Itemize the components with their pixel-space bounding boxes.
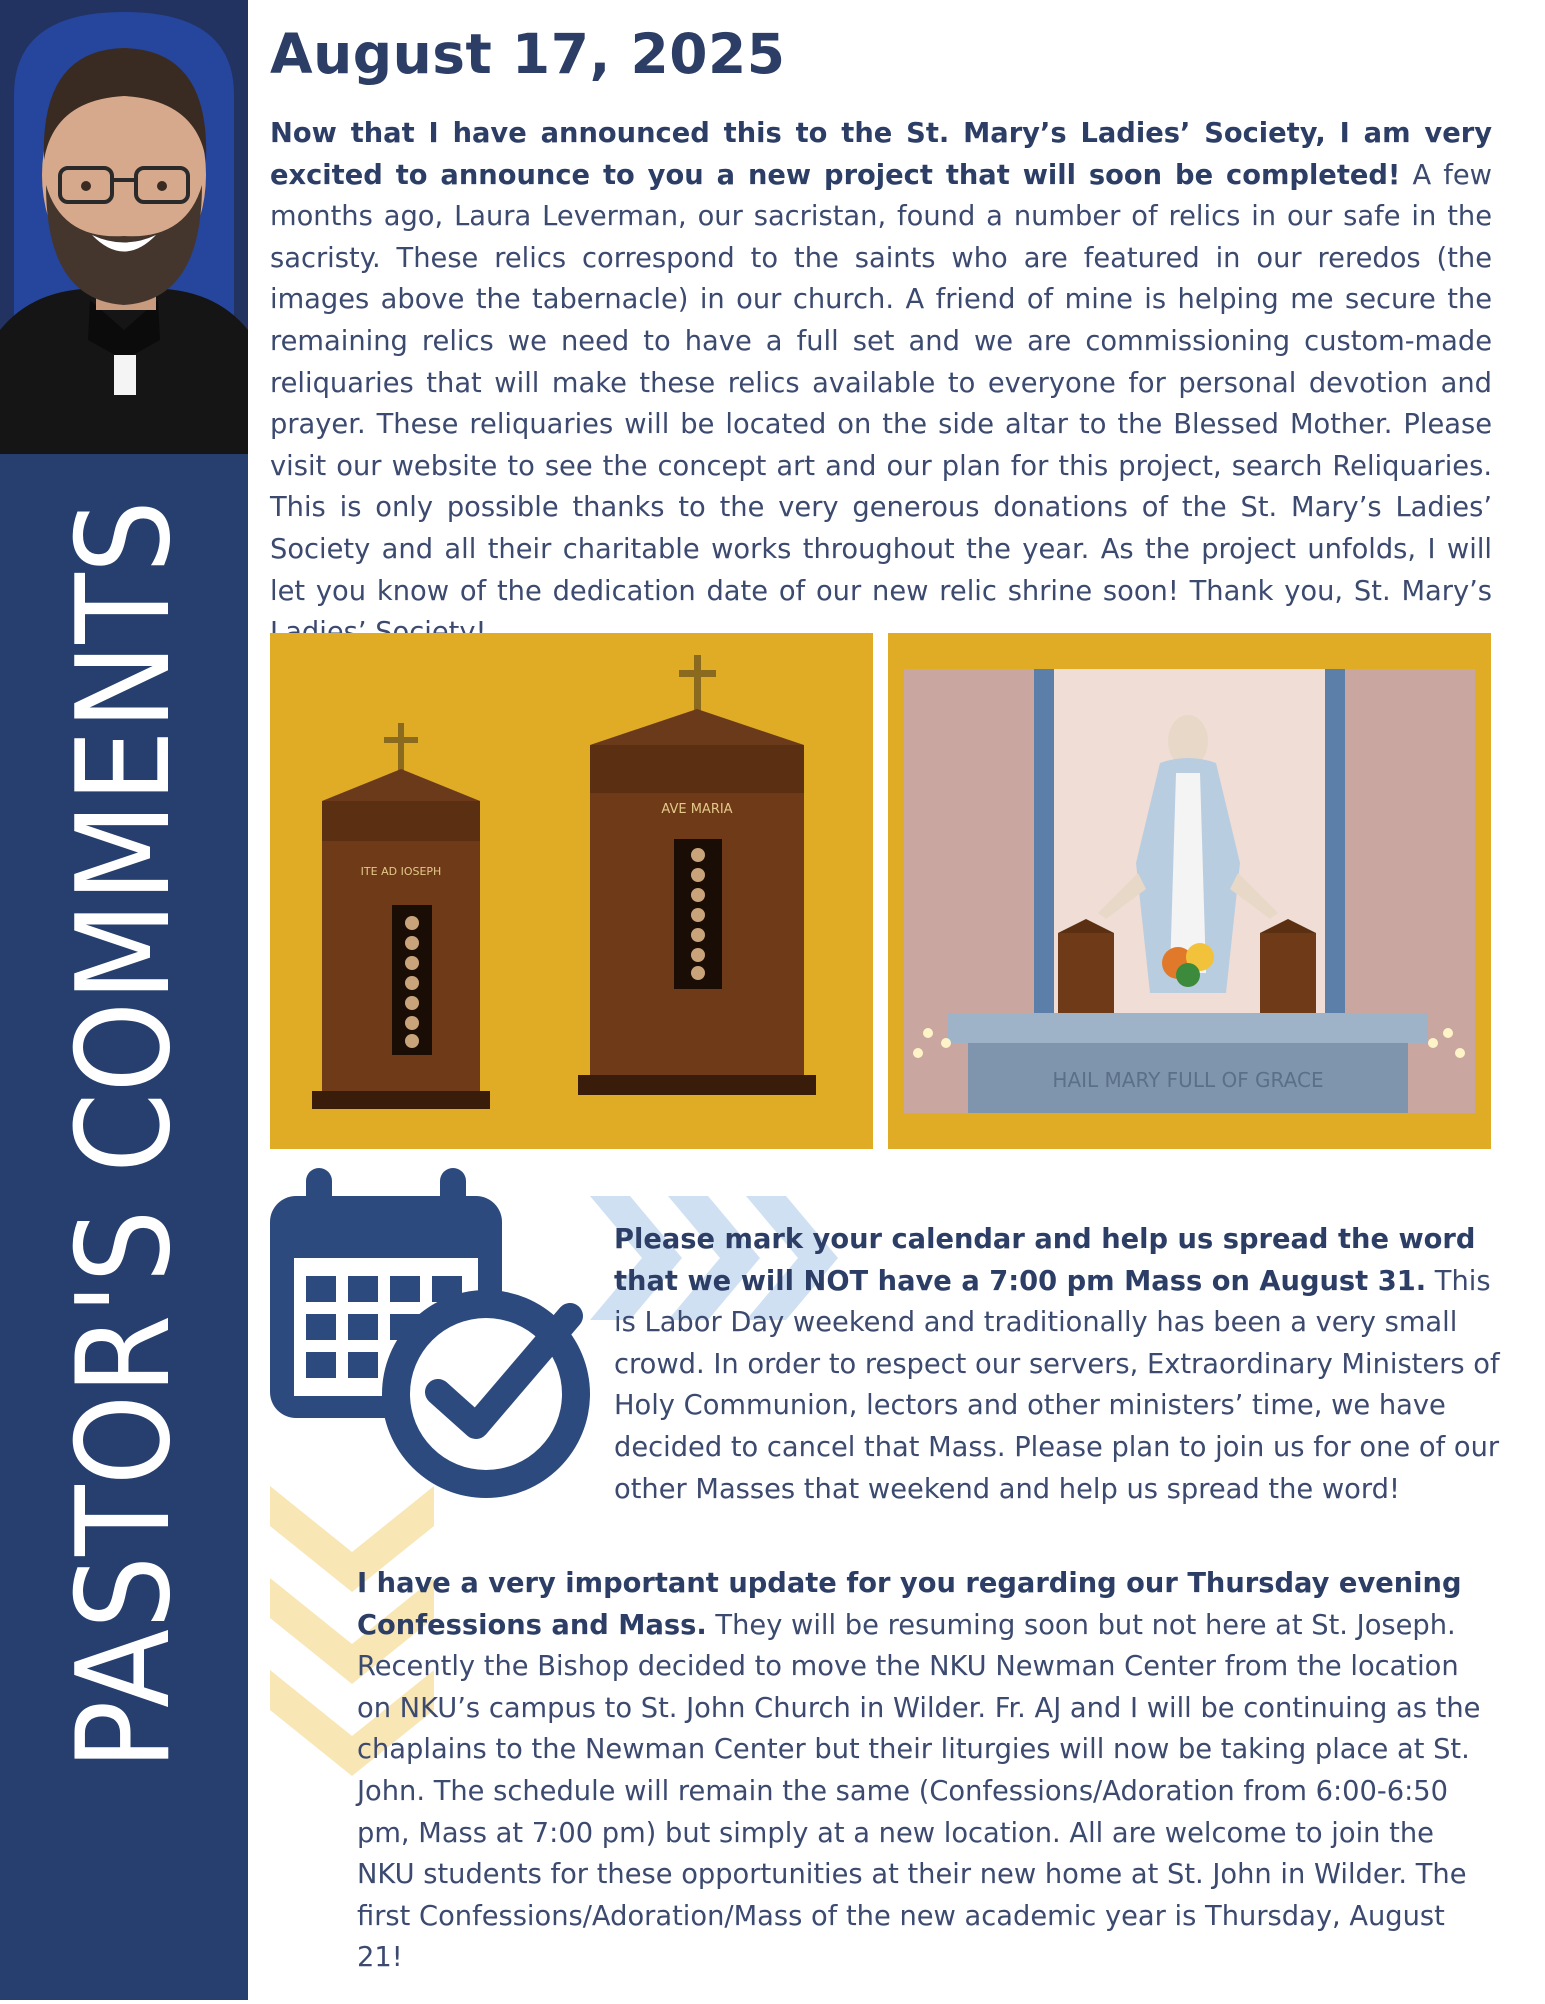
labor-day-notice	[614, 1219, 1514, 1510]
reliquaries-concept-image	[270, 633, 873, 1149]
sidebar-title	[0, 0, 248, 2000]
reliquary-right-label: AVE MARIA	[661, 802, 733, 817]
relics-announcement	[270, 113, 1492, 654]
newman-center-update	[357, 1563, 1487, 1979]
altar-inscription: HAIL MARY FULL OF GRACE	[1052, 1068, 1324, 1092]
newman-center-lead: I have a very important update for you regarding our Thursday evening Confessions and Mass.	[357, 1568, 1462, 1641]
newman-center-body: They will be resuming soon but not here at St. Joseph. Recently the Bishop decided to move the NKU Newman Center from the location on NKU’s campus to St. John Church in Wilder. Fr. AJ and I will be continuing as the chaplains to the Newman Center but their liturgies will now be taking place at St. John. The schedule will remain the same (Confessions/Adoration from 6:00-6:50 pm, Mass at 7:00 pm) but simply at a new location. All are welcome to join the NKU students for these opportunities at their new home at St. John in Wilder. The first Confessions/Adoration/Mass of the new academic year is Thursday, August 21!	[357, 1609, 1481, 1974]
labor-day-body: This is Labor Day weekend and traditionally has been a very small crowd. In order to respect our servers, Extraordinary Ministers of Holy Communion, lectors and other ministers’ time, we have decided to cancel that Mass. Please plan to join us for one of our other Masses that weekend and help us spread the word!	[614, 1265, 1500, 1505]
calendar-check-icon	[270, 1168, 592, 1498]
page-date: August 17, 2025	[270, 22, 786, 86]
sidebar-title-text: PASTOR'S COMMENTS	[50, 360, 199, 1770]
relics-body: A few months ago, Laura Leverman, our sacristan, found a number of relics in our safe in the sacristy. These relics correspond to the saints who are featured in our reredos (the images above the tabernacle) in our church. A friend of mine is helping me secure the remaining relics we need to have a full set and we are commissioning custom-made reliquaries that will make these relics available to everyone for personal devotion and prayer. These reliquaries will be located on the side altar to the Blessed Mother. Please visit our website to see the concept art and our plan for this project, search Reliquaries. This is only possible thanks to the very generous donations of the St. Mary’s Ladies’ Society and all their charitable works throughout the year. As the project unfolds, I will let you know of the dedication date of our new relic shrine soon! Thank you, St. Mary’s	[270, 159, 1492, 607]
reliquary-left	[312, 723, 490, 1109]
reliquary-right	[578, 655, 816, 1095]
reliquary-left-label: ITE AD IOSEPH	[360, 865, 442, 878]
marian-altar-image	[888, 633, 1491, 1149]
relics-lead: Now that I have announced this to the St. Mary’s Ladies’ Society, I am very excited to announce to you a new project that will soon be completed!	[270, 118, 1492, 191]
labor-day-lead: Please mark your calendar and help us spread the word that we will NOT have a 7:00 pm Mass on August 31.	[614, 1224, 1476, 1297]
